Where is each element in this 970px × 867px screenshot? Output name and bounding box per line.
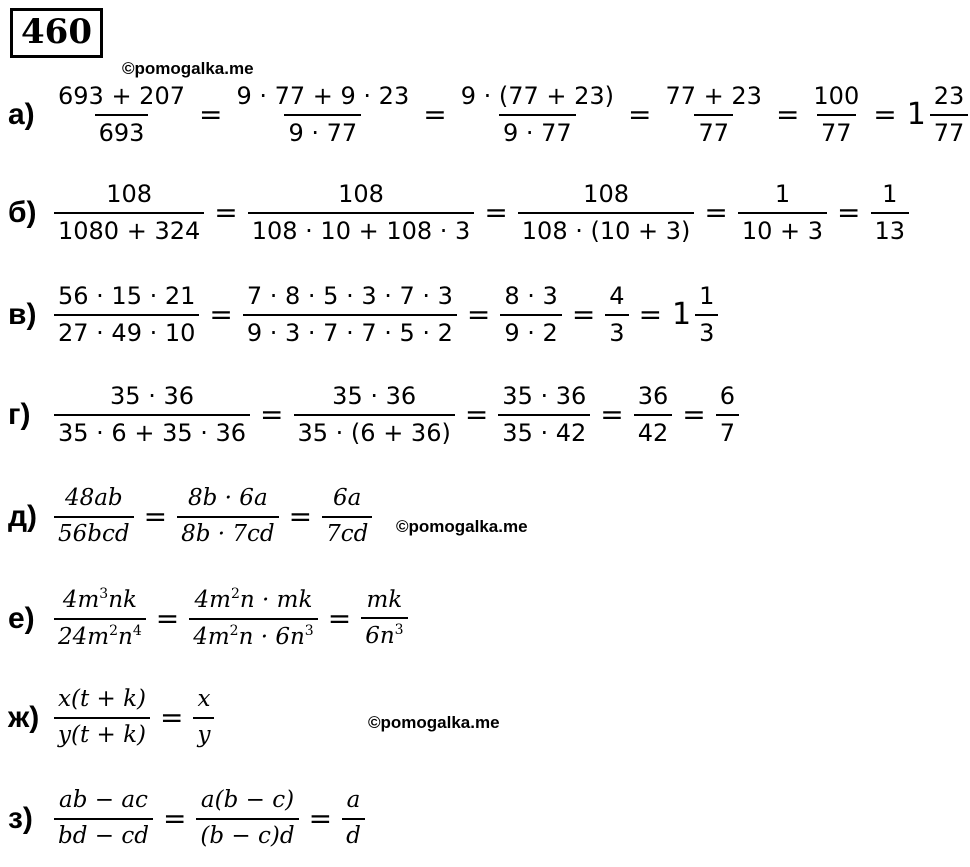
fraction: $\frac{6a}{7cd}$ [322, 485, 372, 548]
equals-sign: = [327, 602, 352, 636]
equals-sign: = [628, 98, 652, 132]
fraction: $\frac{108}{1080 + 324}$ [54, 180, 204, 246]
equals-sign: = [704, 196, 728, 230]
fraction: $\frac{6}{7}$ [716, 382, 739, 448]
equals-sign: = [209, 298, 233, 332]
equals-sign: = [466, 298, 491, 332]
equals-sign: = [288, 500, 313, 534]
expression-row-zh [0, 686, 216, 749]
row-label: а) [8, 97, 35, 131]
fraction: $\frac{1}{3}$ [695, 282, 718, 348]
fraction: $\frac{a}{d}$ [342, 787, 365, 850]
fraction: $\frac{7 \cdot 8 \cdot 5 \cdot 3 \cdot 7 \cdot 3}{9 \cdot 3 \cdot 7 \cdot 7 \cdot 5 \cdot 2}$ [243, 282, 457, 348]
watermark-top: ©pomogalka.me [122, 59, 254, 78]
equals-sign: = [682, 398, 706, 432]
equals-sign: = [308, 802, 333, 836]
equals-sign: = [198, 98, 223, 132]
equals-sign: = [214, 196, 238, 230]
row-label: д) [8, 499, 38, 533]
expression-row-g [0, 382, 741, 448]
fraction: $\frac{23}{77}$ [930, 82, 969, 148]
equals-sign: = [600, 398, 624, 432]
expression-row-b [0, 180, 911, 246]
equals-sign: = [160, 701, 184, 735]
fraction: $\frac{77 + 23}{77}$ [665, 82, 762, 147]
row-label: в) [8, 297, 37, 331]
problem-number: 460 [10, 8, 103, 58]
equals-sign: = [162, 802, 187, 836]
fraction: $\frac{8 \cdot 3}{9 \cdot 2}$ [500, 282, 561, 348]
fraction: $\frac{108}{108 \cdot (10 + 3)}$ [518, 180, 695, 246]
fraction: $\frac{1}{10 + 3}$ [738, 180, 827, 246]
fraction: $\frac{48ab}{\text{56bcd}}$ [54, 485, 134, 548]
row-label: г) [8, 397, 31, 431]
equals-sign: = [423, 98, 447, 132]
fraction: $\frac{100}{77}$ [813, 82, 860, 147]
fraction: $\frac{x}{y}$ [193, 686, 214, 749]
fraction: $\frac{35 \cdot 36}{35 \cdot (6 + 36)}$ [294, 382, 455, 448]
row-label: е) [8, 601, 35, 635]
row-label: ж) [8, 700, 40, 734]
mixed-whole: 1 [906, 97, 926, 133]
fraction: $\frac{56 \cdot 15 \cdot 21}{27 \cdot 49 \cdot 10}$ [54, 282, 199, 348]
fraction: $\frac{4}{3}$ [605, 282, 628, 348]
watermark-bottom: ©pomogalka.me [368, 713, 500, 732]
fraction: $\frac{4m^2n \cdot mk}{4m^2n \cdot 6n^3}$ [189, 586, 318, 651]
fraction: $\frac{108}{108 \cdot 10 + 108 \cdot 3}$ [248, 180, 475, 246]
fraction: $\frac{mk}{6n^3}$ [361, 587, 407, 651]
equals-sign: = [464, 398, 489, 432]
fraction: $\frac{9 \cdot 77 + 9 \cdot 23}{9 \cdot 77}$ [236, 82, 410, 147]
fraction: $\frac{8b \cdot 6a}{8b \cdot 7cd}$ [177, 485, 279, 548]
equals-sign: = [837, 196, 861, 230]
expression-row-d [0, 485, 374, 548]
expression-row-a [0, 82, 970, 148]
equals-sign: = [143, 500, 168, 534]
fraction: $\frac{1}{13}$ [871, 180, 910, 246]
equals-sign: = [484, 196, 508, 230]
row-label: з) [8, 801, 33, 835]
expression-row-v [0, 282, 720, 348]
watermark-middle: ©pomogalka.me [396, 517, 528, 536]
equals-sign: = [873, 98, 897, 132]
mixed-whole: 1 [672, 297, 692, 333]
fraction: $\frac{9 \cdot (77 + 23)}{9 \cdot 77}$ [460, 82, 615, 147]
expression-row-z [0, 787, 367, 850]
equals-sign: = [571, 298, 596, 332]
fraction: $\frac{35 \cdot 36}{35 \cdot 6 + 35 \cdot 36}$ [54, 382, 250, 448]
fraction: $\frac{x(t + k)}{y(t + k)}$ [54, 686, 150, 749]
equals-sign: = [260, 398, 284, 432]
equals-sign: = [775, 98, 800, 132]
row-label: б) [8, 195, 37, 229]
fraction: $\frac{693 + 207}{693}$ [58, 82, 185, 147]
fraction: $\frac{4m^3nk}{24m^2n^4}$ [54, 586, 146, 651]
fraction: $\frac{36}{42}$ [634, 382, 673, 448]
fraction: $\frac{35 \cdot 36}{35 \cdot 42}$ [498, 382, 590, 448]
expression-row-e [0, 586, 410, 651]
fraction: $\frac{ab - ac}{bd - cd}$ [54, 787, 153, 850]
equals-sign: = [155, 602, 180, 636]
fraction: $\frac{a(b - c)}{(b - c)d}$ [196, 787, 298, 850]
equals-sign: = [638, 298, 663, 332]
